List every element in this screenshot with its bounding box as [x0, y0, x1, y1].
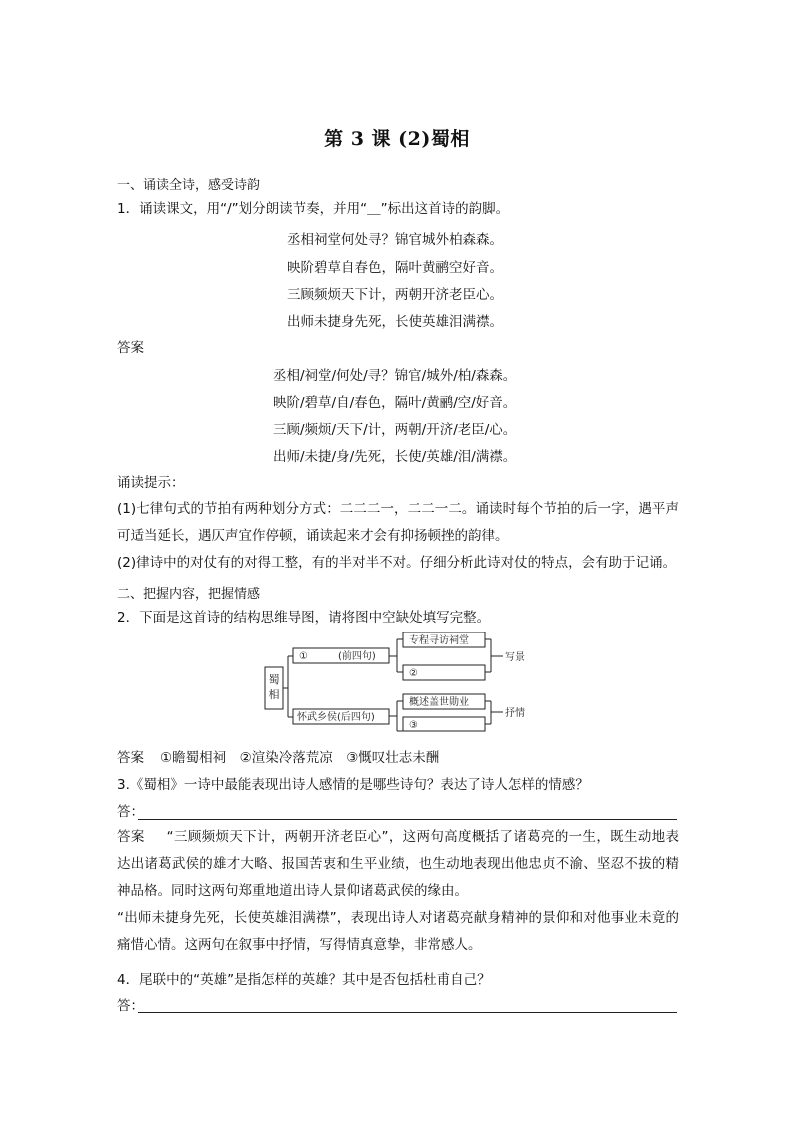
root-label-char-2: 相: [268, 688, 280, 701]
answer-label: 答案: [117, 829, 145, 845]
poem-answer-line: 映阶/碧草/自/春色，隔叶/黄鹂/空/好音。: [273, 395, 517, 411]
question-3: 3.《蜀相》一诗中最能表现出诗人感情的是哪些诗句？表达了诗人怎样的情感？: [117, 777, 589, 793]
question-2: 2．下面是这首诗的结构思维导图，请将图中空缺处填写完整。: [117, 610, 491, 626]
answer-line-4[interactable]: [138, 1012, 677, 1013]
right-label-lower: 抒情: [505, 708, 525, 719]
tip-2: (2)律诗中的对仗有的对得工整，有的半对半不对。仔细分析此诗对仗的特点，会有助于记诵。: [117, 555, 677, 571]
poem-answer-line: 丞相/祠堂/何处/寻？锦官/城外/柏/森森。: [273, 368, 517, 384]
poem-line: 丞相祠堂何处寻？锦官城外柏森森。: [287, 232, 503, 248]
box-2-label: ②: [409, 668, 418, 679]
poem-line: 映阶碧草自春色，隔叶黄鹂空好音。: [287, 260, 503, 276]
q3-answer-p1-text: “三顾频烦天下计，两朝开济老臣心”，这两句高度概括了诸葛亮的一生，既生动地表达出诸葛武侯的雄才大略、报国苦衷和生平业绩，也生动地表现出他忠贞不渝、坚忍不拔的精神品格。同时这两句郑重地道出诗人景仰诸葛武侯的缘由。: [117, 829, 679, 899]
upper-node-label: ① (前四句): [299, 651, 376, 662]
box-3-label: 概述盖世勋业: [409, 697, 469, 708]
q2-answer: [117, 749, 439, 767]
box-4-label: ③: [409, 720, 418, 731]
poem-answer-line: 出师/未捷/身/先死，长使/英雄/泪/满襟。: [273, 449, 517, 465]
section-heading-1: 一、诵读全诗，感受诗韵: [117, 178, 261, 193]
q3-answer-p2: “出师未捷身先死，长使英雄泪满襟”，表现出诗人对诸葛亮献身精神的景仰和对他事业未竟的痛惜心情。这两句在叙事中抒情，写得情真意挚，非常感人。: [117, 910, 679, 953]
question-1: 1．诵读课文，用“/”划分朗读节奏，并用“＿”标出这首诗的韵脚。: [117, 201, 510, 217]
structure-mind-map: [255, 632, 555, 732]
question-4: 4．尾联中的“英雄”是指怎样的英雄？其中是否包括杜甫自己？: [117, 972, 491, 988]
root-label-char-1: 蜀: [268, 673, 280, 686]
answer-line-3[interactable]: [138, 819, 677, 820]
poem-line: 出师未捷身先死，长使英雄泪满襟。: [287, 314, 503, 330]
section-heading-2: 二、把握内容，把握情感: [117, 587, 261, 602]
right-label-upper: 写景: [505, 652, 525, 663]
reply-label-3: 答：: [117, 804, 144, 820]
answer-label: 答案: [117, 340, 144, 356]
reply-label-4: 答：: [117, 998, 144, 1014]
poem-line: 三顾频烦天下计，两朝开济老臣心。: [287, 287, 503, 303]
poem-answer-line: 三顾/频烦/天下/计，两朝/开济/老臣/心。: [273, 422, 517, 438]
box-1-label: 专程寻访祠堂: [409, 635, 469, 646]
tips-label: 诵读提示：: [117, 475, 185, 491]
q2-answer-text: ①瞻蜀相祠 ②渲染冷落荒凉 ③慨叹壮志未酬: [160, 750, 440, 766]
lower-node-label: 怀武乡侯(后四句): [297, 712, 375, 723]
page-title: 第 3 课 (2)蜀相: [324, 128, 470, 150]
answer-label: 答案: [117, 750, 144, 766]
q3-answer-p1: [117, 824, 679, 905]
tip-1: (1)七律句式的节拍有两种划分方式：二二二一，二二一二。诵读时每个节拍的后一字，遇平声可适当延长，遇仄声宜作停顿，诵读起来才会有抑扬顿挫的韵律。: [117, 501, 679, 544]
